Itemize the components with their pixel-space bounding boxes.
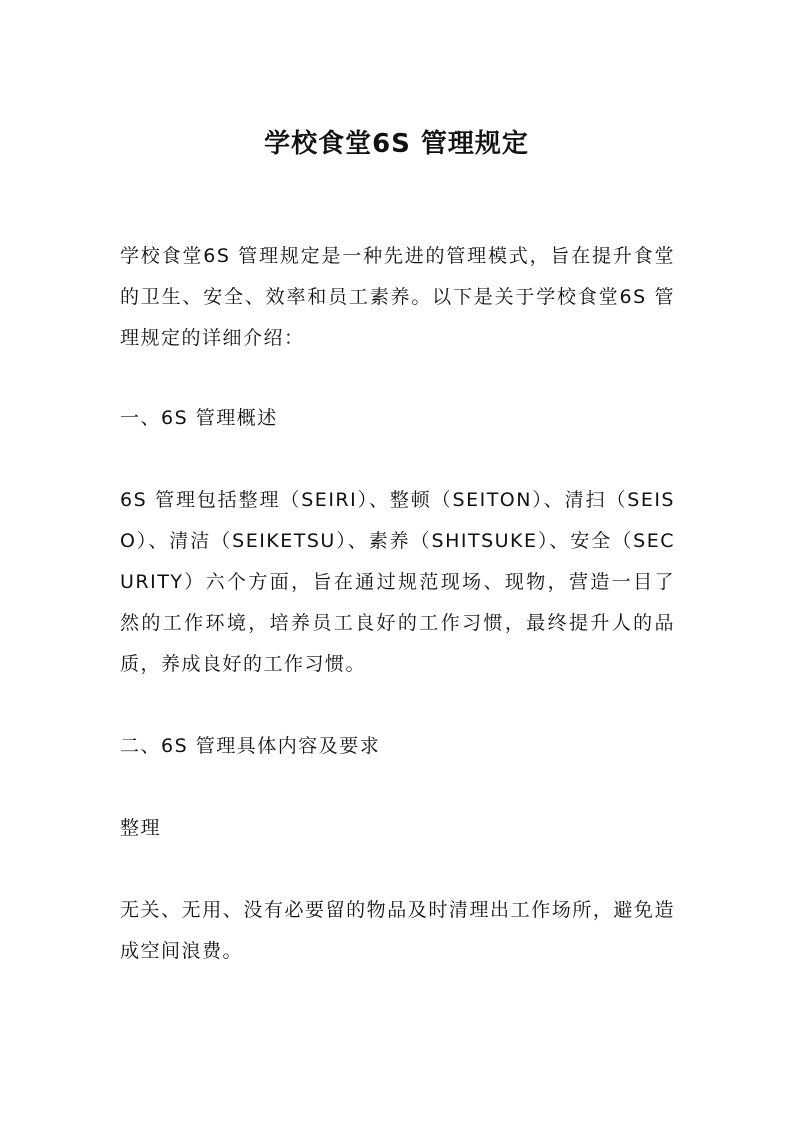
document-title: 学校食堂6S 管理规定: [264, 129, 529, 159]
subsection-heading-seiri: 整理: [120, 817, 162, 839]
section-heading-overview: 一、6S 管理概述: [120, 407, 278, 429]
intro-paragraph: 学校食堂6S 管理规定是一种先进的管理模式，旨在提升食堂的卫生、安全、效率和员工素养。以下是关于学校食堂6S 管理规定的详细介绍：: [120, 245, 675, 349]
section-heading-content: 二、6S 管理具体内容及要求: [120, 735, 381, 757]
seiri-paragraph: 无关、无用、没有必要留的物品及时清理出工作场所，避免造成空间浪费。: [120, 899, 675, 962]
overview-paragraph: 6S 管理包括整理（SEIRI）、整顿（SEITON）、清扫（SEISO）、清洁（SEIKETSU）、素养（SHITSUKE）、安全（SECURITY）六个方面，旨在通过规范现场、现物，营造一目了然的工作环境，培养员工良好的工作习惯，最终提升人的品质，养成良好的工作习惯。: [120, 489, 675, 675]
